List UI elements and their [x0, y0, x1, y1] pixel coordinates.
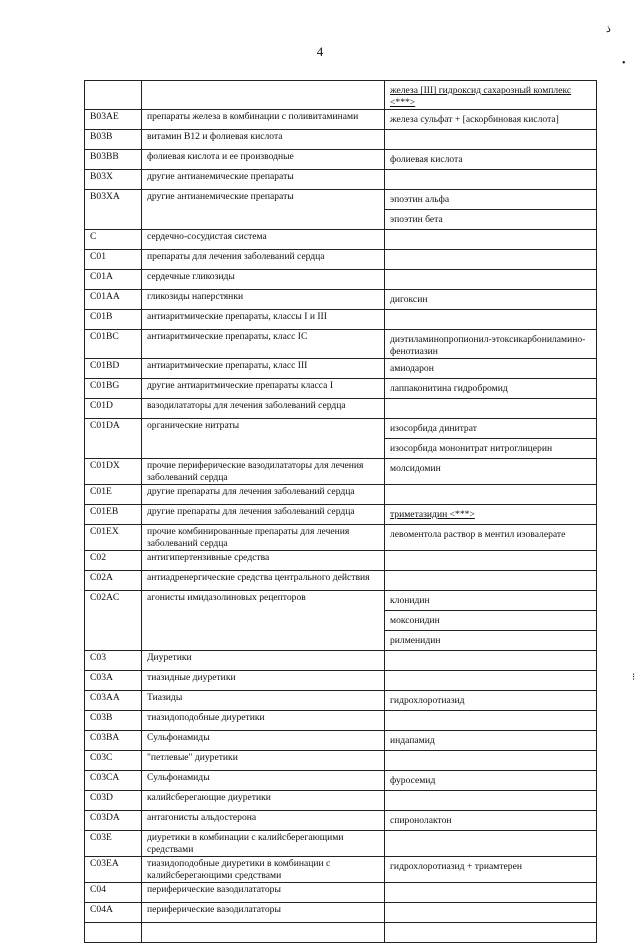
pharmacological-group-cell: другие антианемические препараты: [142, 170, 385, 190]
drug-name-cell: [385, 270, 597, 290]
table-row: [85, 459, 597, 485]
atc-code-cell: B03X: [85, 170, 142, 190]
table-row: [85, 290, 597, 310]
table-row: [85, 250, 597, 270]
table-row: [85, 505, 597, 525]
drug-name-cell: [385, 551, 597, 571]
atc-code-cell: C01EB: [85, 505, 142, 525]
table-row: [85, 923, 597, 943]
atc-code-cell: C01EX: [85, 525, 142, 551]
pharmacological-group-cell: тиазидоподобные диуретики: [142, 711, 385, 731]
drug-name-cell: [385, 791, 597, 811]
atc-code-cell: [85, 81, 142, 110]
page-number: 4: [316, 44, 324, 59]
drug-name-cell: железа сульфат + [аскорбиновая кислота]: [385, 110, 597, 130]
table-row: [85, 330, 597, 359]
pharmacological-group-cell: фолиевая кислота и ее производные: [142, 150, 385, 170]
table-row: [85, 671, 597, 691]
atc-drug-table: [84, 80, 597, 943]
atc-code-cell: C03D: [85, 791, 142, 811]
drug-name-cell: клонидин: [385, 591, 597, 611]
pharmacological-group-cell: прочие комбинированные препараты для лечения заболеваний сердца: [142, 525, 385, 551]
table-row: [85, 190, 597, 210]
atc-code-cell: C03A: [85, 671, 142, 691]
atc-code-cell: C01BD: [85, 359, 142, 379]
table-row: [85, 270, 597, 290]
drug-name-cell: [385, 831, 597, 857]
pharmacological-group-cell: прочие периферические вазодилататоры для лечения заболеваний сердца: [142, 459, 385, 485]
pharmacological-group-cell: витамин B12 и фолиевая кислота: [142, 130, 385, 150]
pharmacological-group-cell: гликозиды наперстянки: [142, 290, 385, 310]
drug-name-cell: [385, 170, 597, 190]
table-row: [85, 130, 597, 150]
atc-code-cell: C01BC: [85, 330, 142, 359]
atc-code-cell: C: [85, 230, 142, 250]
pharmacological-group-cell: Тиазиды: [142, 691, 385, 711]
pharmacological-group-cell: антагонисты альдостерона: [142, 811, 385, 831]
drug-name-cell: [385, 571, 597, 591]
pharmacological-group-cell: антиадренергические средства центрального действия: [142, 571, 385, 591]
table-row: [85, 903, 597, 923]
drug-name-cell: [385, 671, 597, 691]
pharmacological-group-cell: агонисты имидазолиновых рецепторов: [142, 591, 385, 651]
atc-code-cell: C01B: [85, 310, 142, 330]
pharmacological-group-cell: сердечно-сосудистая система: [142, 230, 385, 250]
table-row: [85, 551, 597, 571]
drug-name-cell: [385, 751, 597, 771]
table-row: [85, 791, 597, 811]
table-row: [85, 359, 597, 379]
table-row: [85, 170, 597, 190]
drug-name-cell: изосорбида мононитрат нитроглицерин: [385, 439, 597, 459]
drug-name-cell: амиодарон: [385, 359, 597, 379]
atc-code-cell: C03AA: [85, 691, 142, 711]
pharmacological-group-cell: "петлевые" диуретики: [142, 751, 385, 771]
table-row: [85, 399, 597, 419]
atc-code-cell: C01: [85, 250, 142, 270]
atc-code-cell: C01D: [85, 399, 142, 419]
table-row: [85, 731, 597, 751]
scan-mark-dot: •: [622, 58, 626, 69]
drug-name-cell: рилменидин: [385, 631, 597, 651]
atc-code-cell: B03B: [85, 130, 142, 150]
drug-name-cell: триметазидин <***>: [385, 505, 597, 525]
table-row: [85, 150, 597, 170]
atc-table-body: [85, 81, 597, 943]
atc-code-cell: C03DA: [85, 811, 142, 831]
pharmacological-group-cell: Сульфонамиды: [142, 731, 385, 751]
scan-mark-side: ⁝: [632, 672, 636, 683]
atc-code-cell: C03EA: [85, 857, 142, 883]
pharmacological-group-cell: препараты для лечения заболеваний сердца: [142, 250, 385, 270]
table-row: [85, 310, 597, 330]
pharmacological-group-cell: антиаритмические препараты, класс III: [142, 359, 385, 379]
pharmacological-group-cell: диуретики в комбинации с калийсберегающими средствами: [142, 831, 385, 857]
drug-name-cell: [385, 399, 597, 419]
table-row: [85, 857, 597, 883]
pharmacological-group-cell: антигипертензивные средства: [142, 551, 385, 571]
drug-name-cell: лаппаконитина гидробромид: [385, 379, 597, 399]
pharmacological-group-cell: органические нитраты: [142, 419, 385, 459]
table-row: [85, 691, 597, 711]
atc-code-cell: B03AE: [85, 110, 142, 130]
atc-code-cell: B03BB: [85, 150, 142, 170]
drug-name-cell: спиронолактон: [385, 811, 597, 831]
atc-code-cell: C01BG: [85, 379, 142, 399]
table-row: [85, 751, 597, 771]
table-row: [85, 110, 597, 130]
drug-name-cell: [385, 310, 597, 330]
drug-name-cell: [385, 485, 597, 505]
table-row: [85, 419, 597, 439]
drug-name-cell: изосорбида динитрат: [385, 419, 597, 439]
table-row: [85, 379, 597, 399]
drug-name-cell: [385, 130, 597, 150]
atc-code-cell: C01E: [85, 485, 142, 505]
pharmacological-group-cell: тиазидоподобные диуретики в комбинации с калийсберегающими средствами: [142, 857, 385, 883]
table-row: [85, 883, 597, 903]
table-row: [85, 711, 597, 731]
drug-name-cell: моксонидин: [385, 611, 597, 631]
pharmacological-group-cell: другие антианемические препараты: [142, 190, 385, 230]
atc-code-cell: C03CA: [85, 771, 142, 791]
pharmacological-group-cell: препараты железа в комбинации с поливитаминами: [142, 110, 385, 130]
drug-name-cell: [385, 923, 597, 943]
pharmacological-group-cell: [142, 923, 385, 943]
atc-code-cell: C01A: [85, 270, 142, 290]
atc-code-cell: C01DX: [85, 459, 142, 485]
drug-name-cell: [385, 250, 597, 270]
scan-mark-top: ذ: [606, 23, 611, 35]
table-row: [85, 81, 597, 110]
pharmacological-group-cell: тиазидные диуретики: [142, 671, 385, 691]
atc-code-cell: C01AA: [85, 290, 142, 310]
drug-name-cell: [385, 883, 597, 903]
atc-code-cell: C02A: [85, 571, 142, 591]
pharmacological-group-cell: периферические вазодилататоры: [142, 883, 385, 903]
drug-name-cell: [385, 903, 597, 923]
drug-name-cell: [385, 711, 597, 731]
drug-name-cell: гидрохлоротиазид + триамтерен: [385, 857, 597, 883]
atc-code-cell: C04: [85, 883, 142, 903]
pharmacological-group-cell: Диуретики: [142, 651, 385, 671]
atc-code-cell: C04A: [85, 903, 142, 923]
table-row: [85, 831, 597, 857]
drug-name-cell: индапамид: [385, 731, 597, 751]
atc-code-cell: C02: [85, 551, 142, 571]
pharmacological-group-cell: другие препараты для лечения заболеваний сердца: [142, 485, 385, 505]
pharmacological-group-cell: вазодилататоры для лечения заболеваний сердца: [142, 399, 385, 419]
atc-code-cell: C03E: [85, 831, 142, 857]
pharmacological-group-cell: периферические вазодилататоры: [142, 903, 385, 923]
pharmacological-group-cell: сердечные гликозиды: [142, 270, 385, 290]
drug-name-cell: фолиевая кислота: [385, 150, 597, 170]
drug-name-cell: фуросемид: [385, 771, 597, 791]
pharmacological-group-cell: калийсберегающие диуретики: [142, 791, 385, 811]
pharmacological-group-cell: антиаритмические препараты, классы I и III: [142, 310, 385, 330]
drug-name-cell: эпоэтин бета: [385, 210, 597, 230]
drug-name-cell: левоментола раствор в ментил изовалерате: [385, 525, 597, 551]
atc-code-cell: C03B: [85, 711, 142, 731]
atc-code-cell: C01DA: [85, 419, 142, 459]
atc-code-cell: C03BA: [85, 731, 142, 751]
pharmacological-group-cell: другие антиаритмические препараты класса I: [142, 379, 385, 399]
atc-code-cell: C03: [85, 651, 142, 671]
pharmacological-group-cell: другие препараты для лечения заболеваний сердца: [142, 505, 385, 525]
drug-name-cell: железа [III] гидроксид сахарозный комплекс <***>: [385, 81, 597, 110]
table-row: [85, 485, 597, 505]
atc-code-cell: B03XA: [85, 190, 142, 230]
table-row: [85, 571, 597, 591]
table-row: [85, 230, 597, 250]
atc-code-cell: [85, 923, 142, 943]
pharmacological-group-cell: антиаритмические препараты, класс IC: [142, 330, 385, 359]
drug-name-cell: [385, 651, 597, 671]
table-row: [85, 591, 597, 611]
table-row: [85, 651, 597, 671]
table-row: [85, 811, 597, 831]
pharmacological-group-cell: [142, 81, 385, 110]
drug-name-cell: гидрохлоротиазид: [385, 691, 597, 711]
table-row: [85, 771, 597, 791]
pharmacological-group-cell: Сульфонамиды: [142, 771, 385, 791]
atc-code-cell: C03C: [85, 751, 142, 771]
drug-name-cell: диэтиламинопропионил-этоксикарбониламино-фенотиазин: [385, 330, 597, 359]
table-row: [85, 525, 597, 551]
drug-name-cell: эпоэтин альфа: [385, 190, 597, 210]
drug-name-cell: [385, 230, 597, 250]
drug-name-cell: дигоксин: [385, 290, 597, 310]
atc-code-cell: C02AC: [85, 591, 142, 651]
drug-name-cell: молсидомин: [385, 459, 597, 485]
